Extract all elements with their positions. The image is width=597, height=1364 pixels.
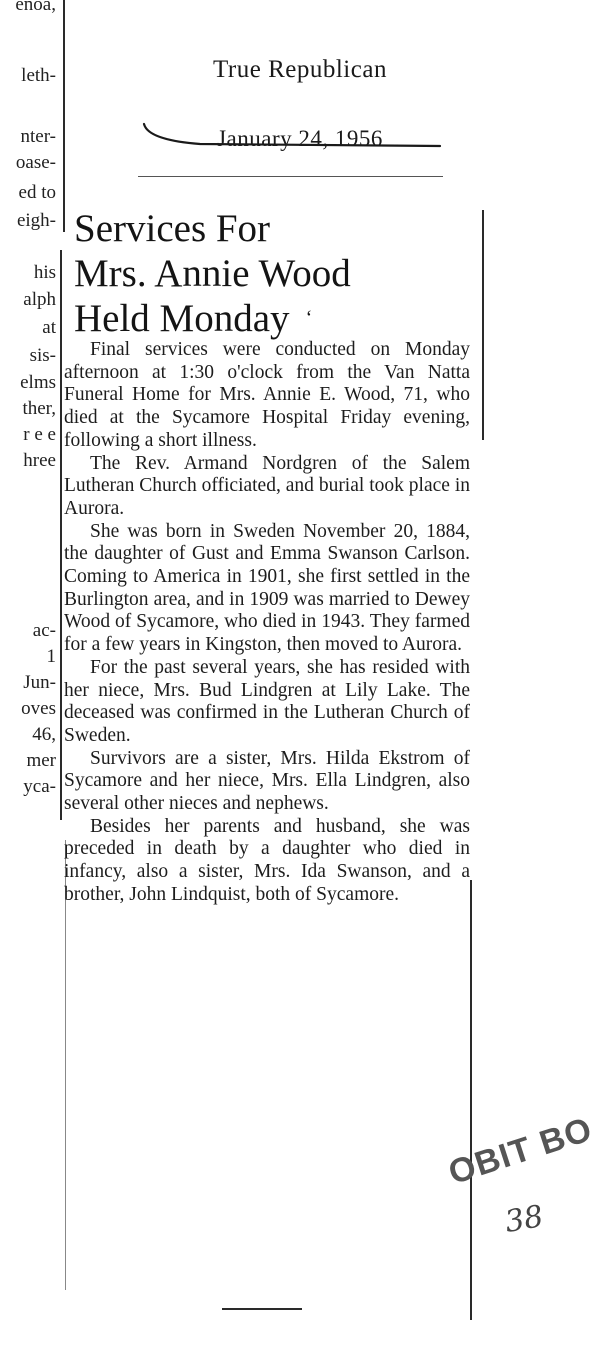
dateline-underrule — [138, 176, 443, 177]
left-fragment: alph — [23, 289, 56, 310]
left-fragment: yca- — [23, 776, 56, 797]
stamp-number: 38 — [502, 1198, 546, 1241]
masthead: True Republican — [213, 56, 387, 83]
headline-line: Mrs. Annie Wood — [74, 252, 351, 295]
left-fragment: sis- — [29, 345, 56, 366]
article-body — [64, 339, 470, 907]
left-fragment: eigh- — [16, 210, 56, 231]
left-fragment: his — [33, 262, 56, 283]
left-fragment: enoa, — [15, 0, 56, 15]
article-left-rule — [65, 840, 66, 1290]
left-fragment: nter- — [20, 126, 56, 147]
left-fragment: leth- — [21, 65, 56, 86]
left-fragment: 46, — [32, 724, 56, 745]
article-paragraph: For the past several years, she has resided with her niece, Mrs. Bud Lindgren at Lily Lake. The deceased was confirmed in the Lutheran Church of Sweden. — [64, 656, 470, 746]
left-fragment: ther, — [22, 398, 56, 419]
left-fragment: elms — [20, 372, 56, 393]
headline-mark: ‘ — [305, 307, 313, 329]
left-fragment: ed to — [18, 182, 56, 203]
left-fragment: 1 — [46, 646, 56, 667]
left-fragment: hree — [23, 450, 56, 471]
left-column-rule — [63, 0, 65, 232]
dateline: January 24, 1956 — [217, 126, 383, 151]
end-rule — [222, 1308, 302, 1310]
left-fragment: ac- — [32, 620, 56, 641]
headline-line: Services For — [74, 207, 271, 250]
article-paragraph: Survivors are a sister, Mrs. Hilda Ekstrom of Sycamore and her niece, Mrs. Ella Lindgren, also several other nieces and nephews. — [64, 747, 470, 815]
left-column-rule — [60, 250, 62, 820]
article-paragraph: Besides her parents and husband, she was preceded in death by a daughter who died in infancy, also a sister, Mrs. Ida Swanson, and a brother, John Lindquist, both of Sycamore. — [64, 815, 470, 905]
article-paragraph: She was born in Sweden November 20, 1884, the daughter of Gust and Emma Swanson Carlson. Coming to America in 1901, she first settled in the Burlington area, and in 1909 was married to Dewey Wood of Sycamore, who died in 1943. They farmed for a few years in Kingston, then moved to Aurora. — [64, 520, 470, 656]
left-fragment: at — [42, 317, 56, 338]
right-column-rule — [482, 210, 484, 440]
left-fragment: mer — [26, 750, 56, 771]
left-fragment: r e e — [23, 424, 56, 445]
left-fragment: oase- — [15, 152, 56, 173]
article-paragraph: Final services were conducted on Monday afternoon at 1:30 o'clock from the Van Natta Funeral Home for Mrs. Annie E. Wood, 71, who died at the Sycamore Hospital Friday evening, following a short illness. — [64, 339, 470, 451]
headline — [74, 206, 474, 341]
right-column-rule — [470, 880, 472, 1320]
headline-text: Held Monday — [74, 297, 290, 340]
headline-line — [74, 296, 474, 341]
obit-stamp: OBIT BO — [444, 1110, 597, 1193]
article-paragraph: The Rev. Armand Nordgren of the Salem Lutheran Church officiated, and burial took place in Aurora. — [64, 452, 470, 519]
left-fragment: oves — [21, 698, 56, 719]
left-fragment: Jun- — [23, 672, 56, 693]
